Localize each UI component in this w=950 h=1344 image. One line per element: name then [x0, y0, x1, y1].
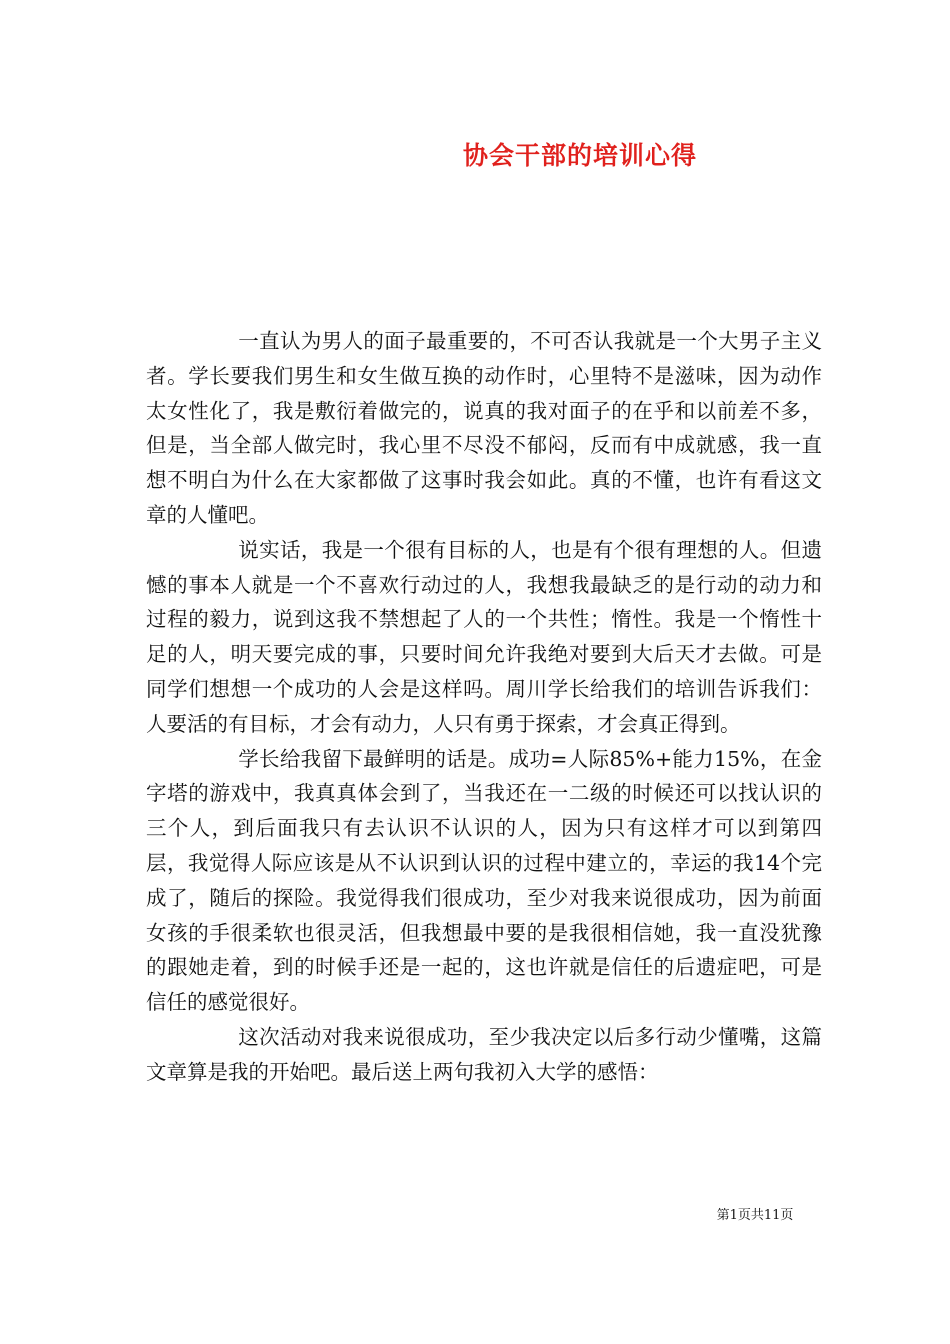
- page-number-footer: 第1页共11页: [716, 1208, 794, 1223]
- paragraph-2: 说实话，我是一个很有目标的人，也是有个很有理想的人。但遗憾的事本人就是一个不喜欢行动过的人，我想我最缺乏的是行动的动力和过程的毅力，说到这我不禁想起了人的一个共性；惰性。我是一个惰性十足的人，明天要完成的事，只要时间允许我绝对要到大后天才去做。可是同学们想想一个成功的人会是这样吗。周川学长给我们的培训告诉我们：人要活的有目标，才会有动力，人只有勇于探索，才会真正得到。: [146, 537, 822, 736]
- document-title: 协会干部的培训心得: [462, 141, 697, 170]
- document-body: [146, 324, 822, 1090]
- paragraph-4: 这次活动对我来说很成功，至少我决定以后多行动少懂嘴，这篇文章算是我的开始吧。最后送上两句我初入大学的感悟：: [146, 1024, 822, 1084]
- paragraph-1: 一直认为男人的面子最重要的，不可否认我就是一个大男子主义者。学长要我们男生和女生做互换的动作时，心里特不是滋味，因为动作太女性化了，我是敷衍着做完的，说真的我对面子的在乎和以前差不多，但是，当全部人做完时，我心里不尽没不郁闷，反而有中成就感，我一直想不明白为什么在大家都做了这事时我会如此。真的不懂，也许有看这文章的人懂吧。: [146, 329, 822, 527]
- paragraph-3: 学长给我留下最鲜明的话是。成功=人际85%+能力15%，在金字塔的游戏中，我真真体会到了，当我还在一二级的时候还可以找认识的三个人，到后面我只有去认识不认识的人，因为只有这样才可以到第四层，我觉得人际应该是从不认识到认识的过程中建立的，幸运的我14个完成了，随后的探险。我觉得我们很成功，至少对我来说很成功，因为前面女孩的手很柔软也很灵活，但我想最中要的是我很相信她，我一直没犹豫的跟她走着，到的时候手还是一起的，这也许就是信任的后遗症吧，可是信任的感觉很好。: [146, 746, 822, 1015]
